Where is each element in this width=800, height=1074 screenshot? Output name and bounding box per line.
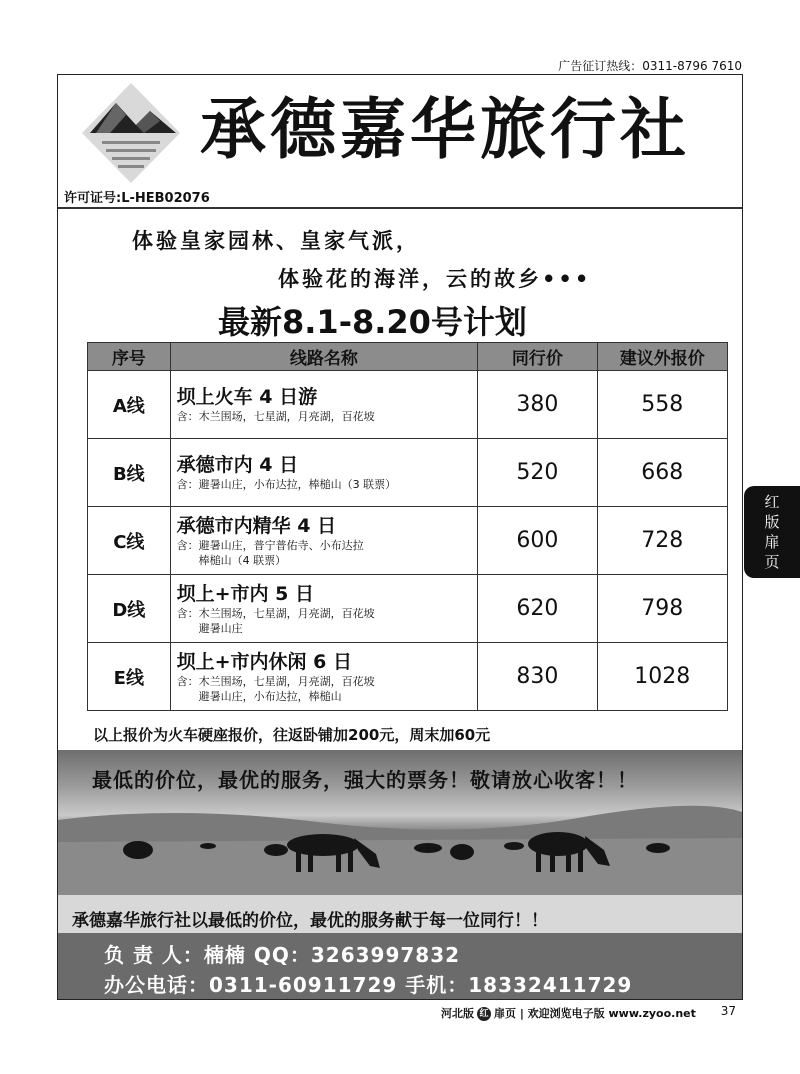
- col-header-code: 序号: [88, 343, 171, 371]
- side-tab-char: 版: [764, 513, 780, 531]
- routes-table: [87, 342, 728, 711]
- price-note: 以上报价为火车硬座报价，往返卧铺加200元，周末加60元: [93, 726, 491, 744]
- edition-prefix: 河北版: [441, 1007, 474, 1020]
- route-cell: [170, 507, 478, 575]
- route-code: A线: [88, 371, 171, 439]
- edition-footer: [441, 1005, 696, 1021]
- route-cell: [170, 371, 478, 439]
- suggested-price: 668: [597, 439, 727, 507]
- suggested-price: 558: [597, 371, 727, 439]
- peer-price: 600: [478, 507, 597, 575]
- ad-hotline: 广告征订热线：0311-8796 7610: [558, 59, 742, 73]
- contact-person: 负 责 人：楠楠 QQ：3263997832: [104, 943, 461, 967]
- col-header-price: 同行价: [478, 343, 597, 371]
- table-row: [88, 507, 728, 575]
- route-name: 坝上+市内 5 日: [176, 582, 315, 605]
- route-cell: [170, 575, 478, 643]
- side-tab-char: 扉: [764, 533, 780, 551]
- col-header-route: 线路名称: [170, 343, 478, 371]
- side-tab: [744, 486, 800, 578]
- route-includes: 含：避暑山庄，小布达拉，棒槌山（3 联票）: [176, 478, 397, 491]
- ad-frame: [57, 74, 743, 1000]
- edition-suffix: 扉页 | 欢迎浏览电子版 www.zyoo.net: [494, 1007, 696, 1020]
- footer-slogan: 承德嘉华旅行社以最低的价位，最优的服务献于每一位同行！！: [72, 911, 548, 931]
- route-name: 坝上+市内休闲 6 日: [176, 650, 353, 673]
- peer-price: 380: [478, 371, 597, 439]
- company-name: 承德嘉华旅行社: [200, 91, 690, 168]
- route-cell: [170, 643, 478, 711]
- route-code: C线: [88, 507, 171, 575]
- suggested-price: 1028: [597, 643, 727, 711]
- banner-slogan: 最低的价位，最优的服务，强大的票务！敬请放心收客！！: [92, 768, 638, 792]
- route-includes-cont: 避暑山庄，小布达拉，棒槌山: [198, 689, 342, 703]
- table-header-row: [88, 343, 728, 371]
- contact-phones: 办公电话：0311-60911729 手机：18332411729: [104, 973, 633, 997]
- table-row: [88, 575, 728, 643]
- route-name: 承德市内精华 4 日: [176, 514, 337, 537]
- route-name: 承德市内 4 日: [176, 454, 299, 476]
- peer-price: 620: [478, 575, 597, 643]
- route-includes: 含：木兰围场，七星湖，月亮湖，百花坡: [176, 674, 375, 688]
- route-includes: 含：木兰围场，七星湖，月亮湖，百花坡: [176, 606, 375, 620]
- suggested-price: 728: [597, 507, 727, 575]
- suggested-price: 798: [597, 575, 727, 643]
- col-header-suggest: 建议外报价: [597, 343, 727, 371]
- side-tab-char: 红: [764, 493, 780, 511]
- slogan-line-2: 体验花的海洋，云的故乡•••: [278, 267, 592, 291]
- red-badge-icon: 红: [477, 1007, 491, 1021]
- route-name: 坝上火车 4 日游: [176, 386, 318, 408]
- slogan-line-1: 体验皇家园林、皇家气派，: [132, 229, 420, 253]
- route-includes: 含：避暑山庄，普宁普佑寺、小布达拉: [176, 538, 364, 552]
- page-number: 37: [720, 1004, 736, 1018]
- contact-block: [58, 933, 742, 999]
- header: [58, 75, 742, 209]
- license-number: 许可证号:L-HEB02076: [64, 191, 210, 206]
- route-includes-cont: 棒槌山（4 联票）: [198, 553, 287, 567]
- table-row: [88, 371, 728, 439]
- route-code: E线: [88, 643, 171, 711]
- table-row: [88, 439, 728, 507]
- route-code: D线: [88, 575, 171, 643]
- mountain-logo-icon: [80, 81, 182, 185]
- route-includes: 含：木兰围场，七星湖，月亮湖，百花坡: [176, 410, 375, 423]
- grassland-banner: [58, 750, 742, 895]
- table-row: [88, 643, 728, 711]
- peer-price: 830: [478, 643, 597, 711]
- side-tab-char: 页: [764, 553, 780, 571]
- route-code: B线: [88, 439, 171, 507]
- route-includes-cont: 避暑山庄: [198, 621, 243, 635]
- plan-title: 最新8.1-8.20号计划: [218, 303, 527, 341]
- peer-price: 520: [478, 439, 597, 507]
- route-cell: [170, 439, 478, 507]
